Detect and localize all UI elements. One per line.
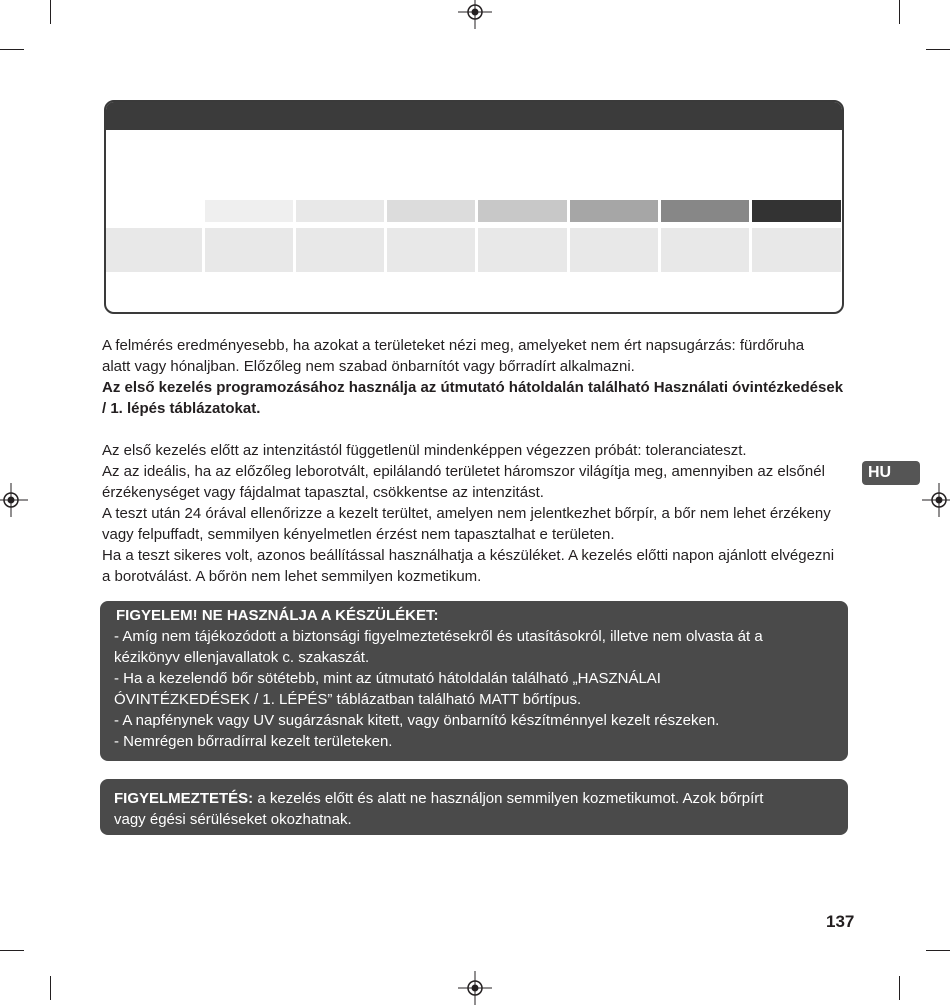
language-tab: HU [862,461,920,485]
table-header-bar [106,102,842,130]
attention-title: FIGYELEM! NE HASZNÁLJA A KÉSZÜLÉKET: [116,607,439,624]
registration-mark-icon [458,0,492,29]
paragraph-line: alatt vagy hónaljban. Előzőleg nem szabad önbarnítót vagy bőrradírt alkalmazni. [102,358,635,375]
paragraph-line-bold: / 1. lépés táblázatokat. [102,400,261,417]
warning-box [100,779,848,835]
attention-line: - Nemrégen bőrradírral kezelt területeken. [114,733,393,750]
skin-swatch-1 [205,200,293,222]
table-cell [752,228,841,272]
skin-swatch-4 [478,200,567,222]
table-cell [387,228,475,272]
skin-swatch-3 [387,200,475,222]
attention-line: - A napfénynek vagy UV sugárzásnak kitett, vagy önbarnító készítménnyel kezelt részeken. [114,712,720,729]
attention-line: ÓVINTÉZKEDÉSEK / 1. LÉPÉS” táblázatban található MATT bőrtípus. [114,691,582,708]
registration-mark-icon [0,483,28,517]
paragraph-spacer [102,419,848,440]
paragraph-line: érzékenységet vagy fájdalmat tapasztal, csökkentse az intenzitást. [102,484,544,501]
table-row-label-cell [106,228,202,272]
paragraph-line-bold: Az első kezelés programozásához használja az útmutató hátoldalán található Használati óvintézkedések [102,379,844,396]
skin-swatch-6 [661,200,749,222]
warning-line: vagy égési sérüléseket okozhatnak. [114,811,352,828]
skin-swatch-5 [570,200,658,222]
attention-box [100,601,848,761]
crop-mark [926,49,950,50]
warning-label: FIGYELMEZTETÉS: [114,790,254,807]
attention-line: - Ha a kezelendő bőr sötétebb, mint az útmutató hátoldalán található „HASZNÁLAI [114,670,661,687]
table-cell [478,228,567,272]
skin-type-table [104,100,844,314]
paragraph-line: Az az ideális, ha az előzőleg leborotvált, epilálandó területet háromszor világítja meg, amennyiben az elsőnél [102,463,825,480]
warning-text: a kezelés előtt és alatt ne használjon semmilyen kozmetikumot. Azok bőrpírt [253,790,764,807]
crop-mark [899,976,900,1000]
paragraph-line: vagy felpuffadt, semmilyen kényelmetlen érzést nem tapasztalhat e területen. [102,526,615,543]
paragraph-line: Az első kezelés előtt az intenzitástól függetlenül mindenképpen végezzen próbát: toleranciateszt. [102,442,747,459]
table-cell [570,228,658,272]
table-cell [661,228,749,272]
paragraph-line: Ha a teszt sikeres volt, azonos beállítással használhatja a készüléket. A kezelés előtti napon ajánlott elvégezni [102,547,835,564]
attention-line: - Amíg nem tájékozódott a biztonsági figyelmeztetésekről és utasításokról, illetve nem olvasta át a [114,628,763,645]
crop-mark [50,976,51,1000]
crop-mark [50,0,51,24]
paragraph-line: a borotválást. A bőrön nem lehet semmilyen kozmetikum. [102,568,482,585]
paragraph-line: A teszt után 24 órával ellenőrizze a kezelt terültet, amelyen nem jelentkezhet bőrpír, a bőr nem lehet érzékeny [102,505,831,522]
crop-mark [926,950,950,951]
crop-mark [0,950,24,951]
table-cell [296,228,384,272]
attention-line: kézikönyv ellenjavallatok c. szakaszát. [114,649,370,666]
warning-line [114,788,834,809]
registration-mark-icon [922,483,950,517]
page-number: 137 [826,912,855,931]
table-cell [205,228,293,272]
crop-mark [0,49,24,50]
body-text [102,335,848,587]
crop-mark [899,0,900,24]
paragraph-line: A felmérés eredményesebb, ha azokat a területeket nézi meg, amelyeket nem ért napsugárzás: fürdőruha [102,337,805,354]
skin-swatch-7 [752,200,841,222]
skin-swatch-2 [296,200,384,222]
